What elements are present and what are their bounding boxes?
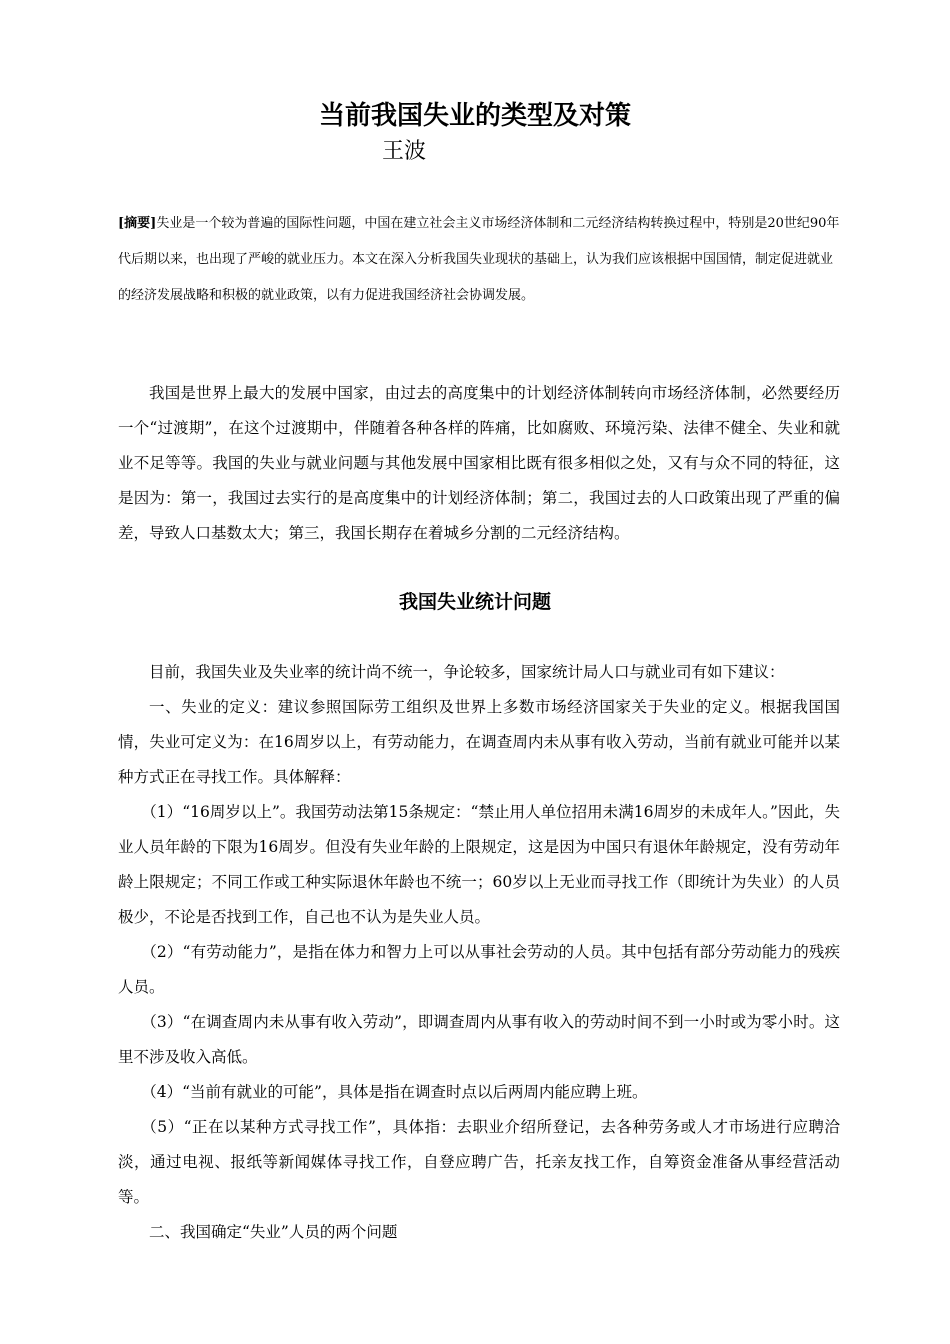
section-body [118, 655, 840, 1250]
paragraph: （4）“当前有就业的可能”，具体是指在调查时点以后两周内能应聘上班。 [141, 1083, 648, 1101]
paragraph: 目前，我国失业及失业率的统计尚不统一，争论较多，国家统计局人口与就业司有如下建议： [149, 663, 785, 681]
paragraph: （1）“16周岁以上”。我国劳动法第15条规定：“禁止用人单位招用未满16周岁的未成年人。”因此，失业人员年龄的下限为16周岁。但没有失业年龄的上限规定，这是因为中国只有退休年龄规定，没有劳动年龄上限规定；不同工作或工种实际退休年龄也不统一；60岁以上无业而寻找工作（即统计为失业）的人员极少，不论是否找到工作，自己也不认为是失业人员。 [118, 803, 840, 926]
author-name: 王波 [382, 139, 427, 164]
paragraph: 一、失业的定义：建议参照国际劳工组织及世界上多数市场经济国家关于失业的定义。根据我国国情，失业可定义为：在16周岁以上，有劳动能力，在调查周内未从事有收入劳动，当前有就业可能并以某种方式正在寻找工作。具体解释： [118, 698, 840, 786]
abstract-label: [摘要] [118, 216, 157, 231]
paragraph: 二、我国确定“失业”人员的两个问题 [149, 1223, 398, 1241]
document-title: 当前我国失业的类型及对策 [318, 101, 631, 131]
paragraph: （2）“有劳动能力”，是指在体力和智力上可以从事社会劳动的人员。其中包括有部分劳动能力的残疾人员。 [118, 943, 840, 996]
abstract-text: 失业是一个较为普遍的国际性问题，中国在建立社会主义市场经济体制和二元经济结构转换过程中，特别是20世纪90年代后期以来，也出现了严峻的就业压力。本文在深入分析我国失业现状的基础上，认为我们应该根据中国国情，制定促进就业的经济发展战略和积极的就业政策，以有力促进我国经济社会协调发展。 [118, 216, 840, 303]
abstract [118, 206, 840, 314]
intro-paragraph: 我国是世界上最大的发展中国家，由过去的高度集中的计划经济体制转向市场经济体制，必然要经历一个“过渡期”，在这个过渡期中，伴随着各种各样的阵痛，比如腐败、环境污染、法律不健全、失业和就业不足等等。我国的失业与就业问题与其他发展中国家相比既有很多相似之处，又有与众不同的特征，这是因为：第一，我国过去实行的是高度集中的计划经济体制；第二，我国过去的人口政策出现了严重的偏差，导致人口基数太大；第三，我国长期存在着城乡分割的二元经济结构。 [118, 384, 840, 542]
section-heading: 我国失业统计问题 [398, 591, 551, 613]
intro-section [118, 376, 840, 551]
paragraph: （5）“正在以某种方式寻找工作”，具体指：去职业介绍所登记，去各种劳务或人才市场进行应聘洽淡，通过电视、报纸等新闻媒体寻找工作，自登应聘广告，托亲友找工作，自筹资金准备从事经营活动等。 [118, 1118, 840, 1206]
paragraph: （3）“在调查周内未从事有收入劳动”，即调查周内从事有收入的劳动时间不到一小时或为零小时。这里不涉及收入高低。 [118, 1013, 840, 1066]
